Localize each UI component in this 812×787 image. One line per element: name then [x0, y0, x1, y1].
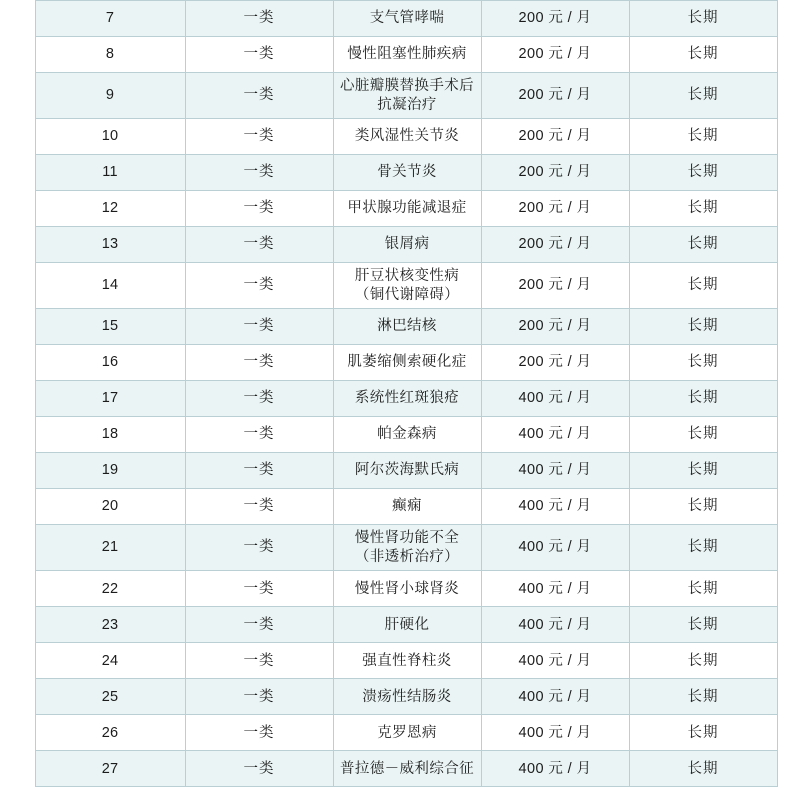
cell-disease-name: [333, 263, 481, 309]
cell-subsidy-amount: 200 元 / 月: [481, 37, 629, 73]
cell-term: 长期: [629, 73, 777, 119]
cell-sequence-number: 25: [35, 679, 185, 715]
cell-sequence-number: 13: [35, 227, 185, 263]
disease-name-line-1: 甲状腺功能减退症: [347, 200, 467, 217]
cell-disease-name: [333, 715, 481, 751]
cell-term: 长期: [629, 679, 777, 715]
cell-disease-name: [333, 37, 481, 73]
cell-subsidy-amount: 200 元 / 月: [481, 191, 629, 227]
table-row: [35, 191, 777, 227]
cell-disease-name: [333, 227, 481, 263]
cell-category: 一类: [185, 1, 333, 37]
table-row: [35, 155, 777, 191]
table-row: [35, 37, 777, 73]
cell-sequence-number: 26: [35, 715, 185, 751]
cell-subsidy-amount: 400 元 / 月: [481, 489, 629, 525]
cell-category: 一类: [185, 309, 333, 345]
cell-term: 长期: [629, 751, 777, 787]
table-row: [35, 309, 777, 345]
cell-term: 长期: [629, 227, 777, 263]
cell-category: 一类: [185, 191, 333, 227]
cell-category: 一类: [185, 751, 333, 787]
cell-disease-name: [333, 1, 481, 37]
disease-name-line-1: 慢性肾小球肾炎: [354, 580, 460, 597]
cell-subsidy-amount: 200 元 / 月: [481, 1, 629, 37]
cell-disease-name: [333, 751, 481, 787]
cell-term: 长期: [629, 489, 777, 525]
disease-name-line-1: 阿尔茨海默氏病: [354, 462, 460, 479]
cell-subsidy-amount: 200 元 / 月: [481, 73, 629, 119]
cell-sequence-number: 12: [35, 191, 185, 227]
disease-name-line-1: 普拉德－威利综合征: [339, 760, 475, 777]
cell-term: 长期: [629, 381, 777, 417]
cell-disease-name: [333, 679, 481, 715]
cell-disease-name: [333, 489, 481, 525]
cell-sequence-number: 14: [35, 263, 185, 309]
disease-name-line-1: 肌萎缩侧索硬化症: [347, 354, 467, 371]
cell-sequence-number: 23: [35, 607, 185, 643]
cell-term: 长期: [629, 1, 777, 37]
cell-term: 长期: [629, 607, 777, 643]
cell-term: 长期: [629, 525, 777, 571]
disease-name-line-1: 帕金森病: [377, 426, 437, 443]
cell-term: 长期: [629, 155, 777, 191]
disease-name-line-1: 癫痫: [392, 498, 422, 515]
cell-sequence-number: 15: [35, 309, 185, 345]
cell-term: 长期: [629, 191, 777, 227]
disease-name-line-1: 银屑病: [384, 236, 430, 253]
disease-name-line-1: 系统性红斑狼疮: [354, 390, 460, 407]
cell-category: 一类: [185, 381, 333, 417]
cell-sequence-number: 7: [35, 1, 185, 37]
cell-disease-name: [333, 643, 481, 679]
cell-disease-name: [333, 417, 481, 453]
disease-name-line-1: 肝豆状核变性病: [354, 268, 460, 285]
table-row: [35, 227, 777, 263]
cell-sequence-number: 8: [35, 37, 185, 73]
cell-sequence-number: 22: [35, 571, 185, 607]
disease-name-line-1: 骨关节炎: [377, 164, 437, 181]
cell-term: 长期: [629, 453, 777, 489]
cell-category: 一类: [185, 489, 333, 525]
cell-term: 长期: [629, 345, 777, 381]
cell-sequence-number: 21: [35, 525, 185, 571]
cell-subsidy-amount: 200 元 / 月: [481, 309, 629, 345]
cell-category: 一类: [185, 643, 333, 679]
disease-name-line-1: 溃疡性结肠炎: [362, 688, 452, 705]
cell-sequence-number: 24: [35, 643, 185, 679]
cell-disease-name: [333, 191, 481, 227]
cell-sequence-number: 16: [35, 345, 185, 381]
cell-disease-name: [333, 155, 481, 191]
cell-subsidy-amount: 400 元 / 月: [481, 679, 629, 715]
cell-term: 长期: [629, 263, 777, 309]
cell-category: 一类: [185, 73, 333, 119]
disease-name-line-1: 淋巴结核: [377, 318, 437, 335]
cell-term: 长期: [629, 715, 777, 751]
table-row: [35, 381, 777, 417]
table-row: [35, 453, 777, 489]
cell-category: 一类: [185, 119, 333, 155]
cell-subsidy-amount: 400 元 / 月: [481, 607, 629, 643]
disease-name-line-1: 强直性脊柱炎: [362, 652, 452, 669]
cell-sequence-number: 18: [35, 417, 185, 453]
table-row: [35, 489, 777, 525]
cell-disease-name: [333, 309, 481, 345]
cell-term: 长期: [629, 571, 777, 607]
cell-sequence-number: 19: [35, 453, 185, 489]
cell-sequence-number: 10: [35, 119, 185, 155]
cell-category: 一类: [185, 679, 333, 715]
cell-subsidy-amount: 200 元 / 月: [481, 227, 629, 263]
cell-category: 一类: [185, 417, 333, 453]
disease-name-line-2: 抗凝治疗: [377, 96, 437, 113]
disease-name-line-2: （铜代谢障碍）: [354, 286, 460, 303]
cell-disease-name: [333, 119, 481, 155]
cell-subsidy-amount: 400 元 / 月: [481, 715, 629, 751]
cell-sequence-number: 9: [35, 73, 185, 119]
cell-sequence-number: 11: [35, 155, 185, 191]
cell-subsidy-amount: 400 元 / 月: [481, 453, 629, 489]
cell-disease-name: [333, 525, 481, 571]
cell-disease-name: [333, 73, 481, 119]
cell-subsidy-amount: 200 元 / 月: [481, 119, 629, 155]
cell-disease-name: [333, 607, 481, 643]
cell-disease-name: [333, 571, 481, 607]
table-row: [35, 263, 777, 309]
cell-disease-name: [333, 453, 481, 489]
cell-sequence-number: 27: [35, 751, 185, 787]
cell-category: 一类: [185, 453, 333, 489]
cell-category: 一类: [185, 37, 333, 73]
table-row: [35, 73, 777, 119]
cell-subsidy-amount: 400 元 / 月: [481, 643, 629, 679]
disease-name-line-1: 慢性阻塞性肺疾病: [347, 46, 467, 63]
cell-category: 一类: [185, 571, 333, 607]
disease-name-line-1: 慢性肾功能不全: [354, 530, 460, 547]
cell-term: 长期: [629, 417, 777, 453]
cell-category: 一类: [185, 345, 333, 381]
cell-subsidy-amount: 400 元 / 月: [481, 381, 629, 417]
disease-name-line-1: 支气管哮喘: [369, 10, 445, 27]
table-row: [35, 119, 777, 155]
cell-disease-name: [333, 381, 481, 417]
table-row: [35, 715, 777, 751]
cell-category: 一类: [185, 715, 333, 751]
table-row: [35, 607, 777, 643]
table-row: [35, 525, 777, 571]
cell-subsidy-amount: 200 元 / 月: [481, 155, 629, 191]
cell-category: 一类: [185, 525, 333, 571]
table-row: [35, 751, 777, 787]
cell-sequence-number: 20: [35, 489, 185, 525]
cell-disease-name: [333, 345, 481, 381]
table-row: [35, 571, 777, 607]
cell-subsidy-amount: 400 元 / 月: [481, 525, 629, 571]
cell-subsidy-amount: 400 元 / 月: [481, 751, 629, 787]
disease-name-line-1: 类风湿性关节炎: [354, 128, 460, 145]
cell-term: 长期: [629, 119, 777, 155]
disease-subsidy-table: [35, 0, 778, 787]
cell-term: 长期: [629, 309, 777, 345]
cell-sequence-number: 17: [35, 381, 185, 417]
cell-term: 长期: [629, 643, 777, 679]
cell-subsidy-amount: 200 元 / 月: [481, 345, 629, 381]
cell-subsidy-amount: 400 元 / 月: [481, 417, 629, 453]
cell-subsidy-amount: 400 元 / 月: [481, 571, 629, 607]
cell-category: 一类: [185, 155, 333, 191]
table-row: [35, 1, 777, 37]
table-row: [35, 345, 777, 381]
table-body: [35, 1, 777, 787]
cell-category: 一类: [185, 263, 333, 309]
table-row: [35, 417, 777, 453]
disease-name-line-1: 克罗恩病: [377, 724, 437, 741]
cell-subsidy-amount: 200 元 / 月: [481, 263, 629, 309]
table-row: [35, 679, 777, 715]
disease-name-line-1: 心脏瓣膜替换手术后: [339, 78, 475, 94]
cell-term: 长期: [629, 37, 777, 73]
disease-name-line-1: 肝硬化: [384, 616, 430, 633]
disease-name-line-2: （非透析治疗）: [354, 548, 460, 565]
table-row: [35, 643, 777, 679]
cell-category: 一类: [185, 227, 333, 263]
cell-category: 一类: [185, 607, 333, 643]
